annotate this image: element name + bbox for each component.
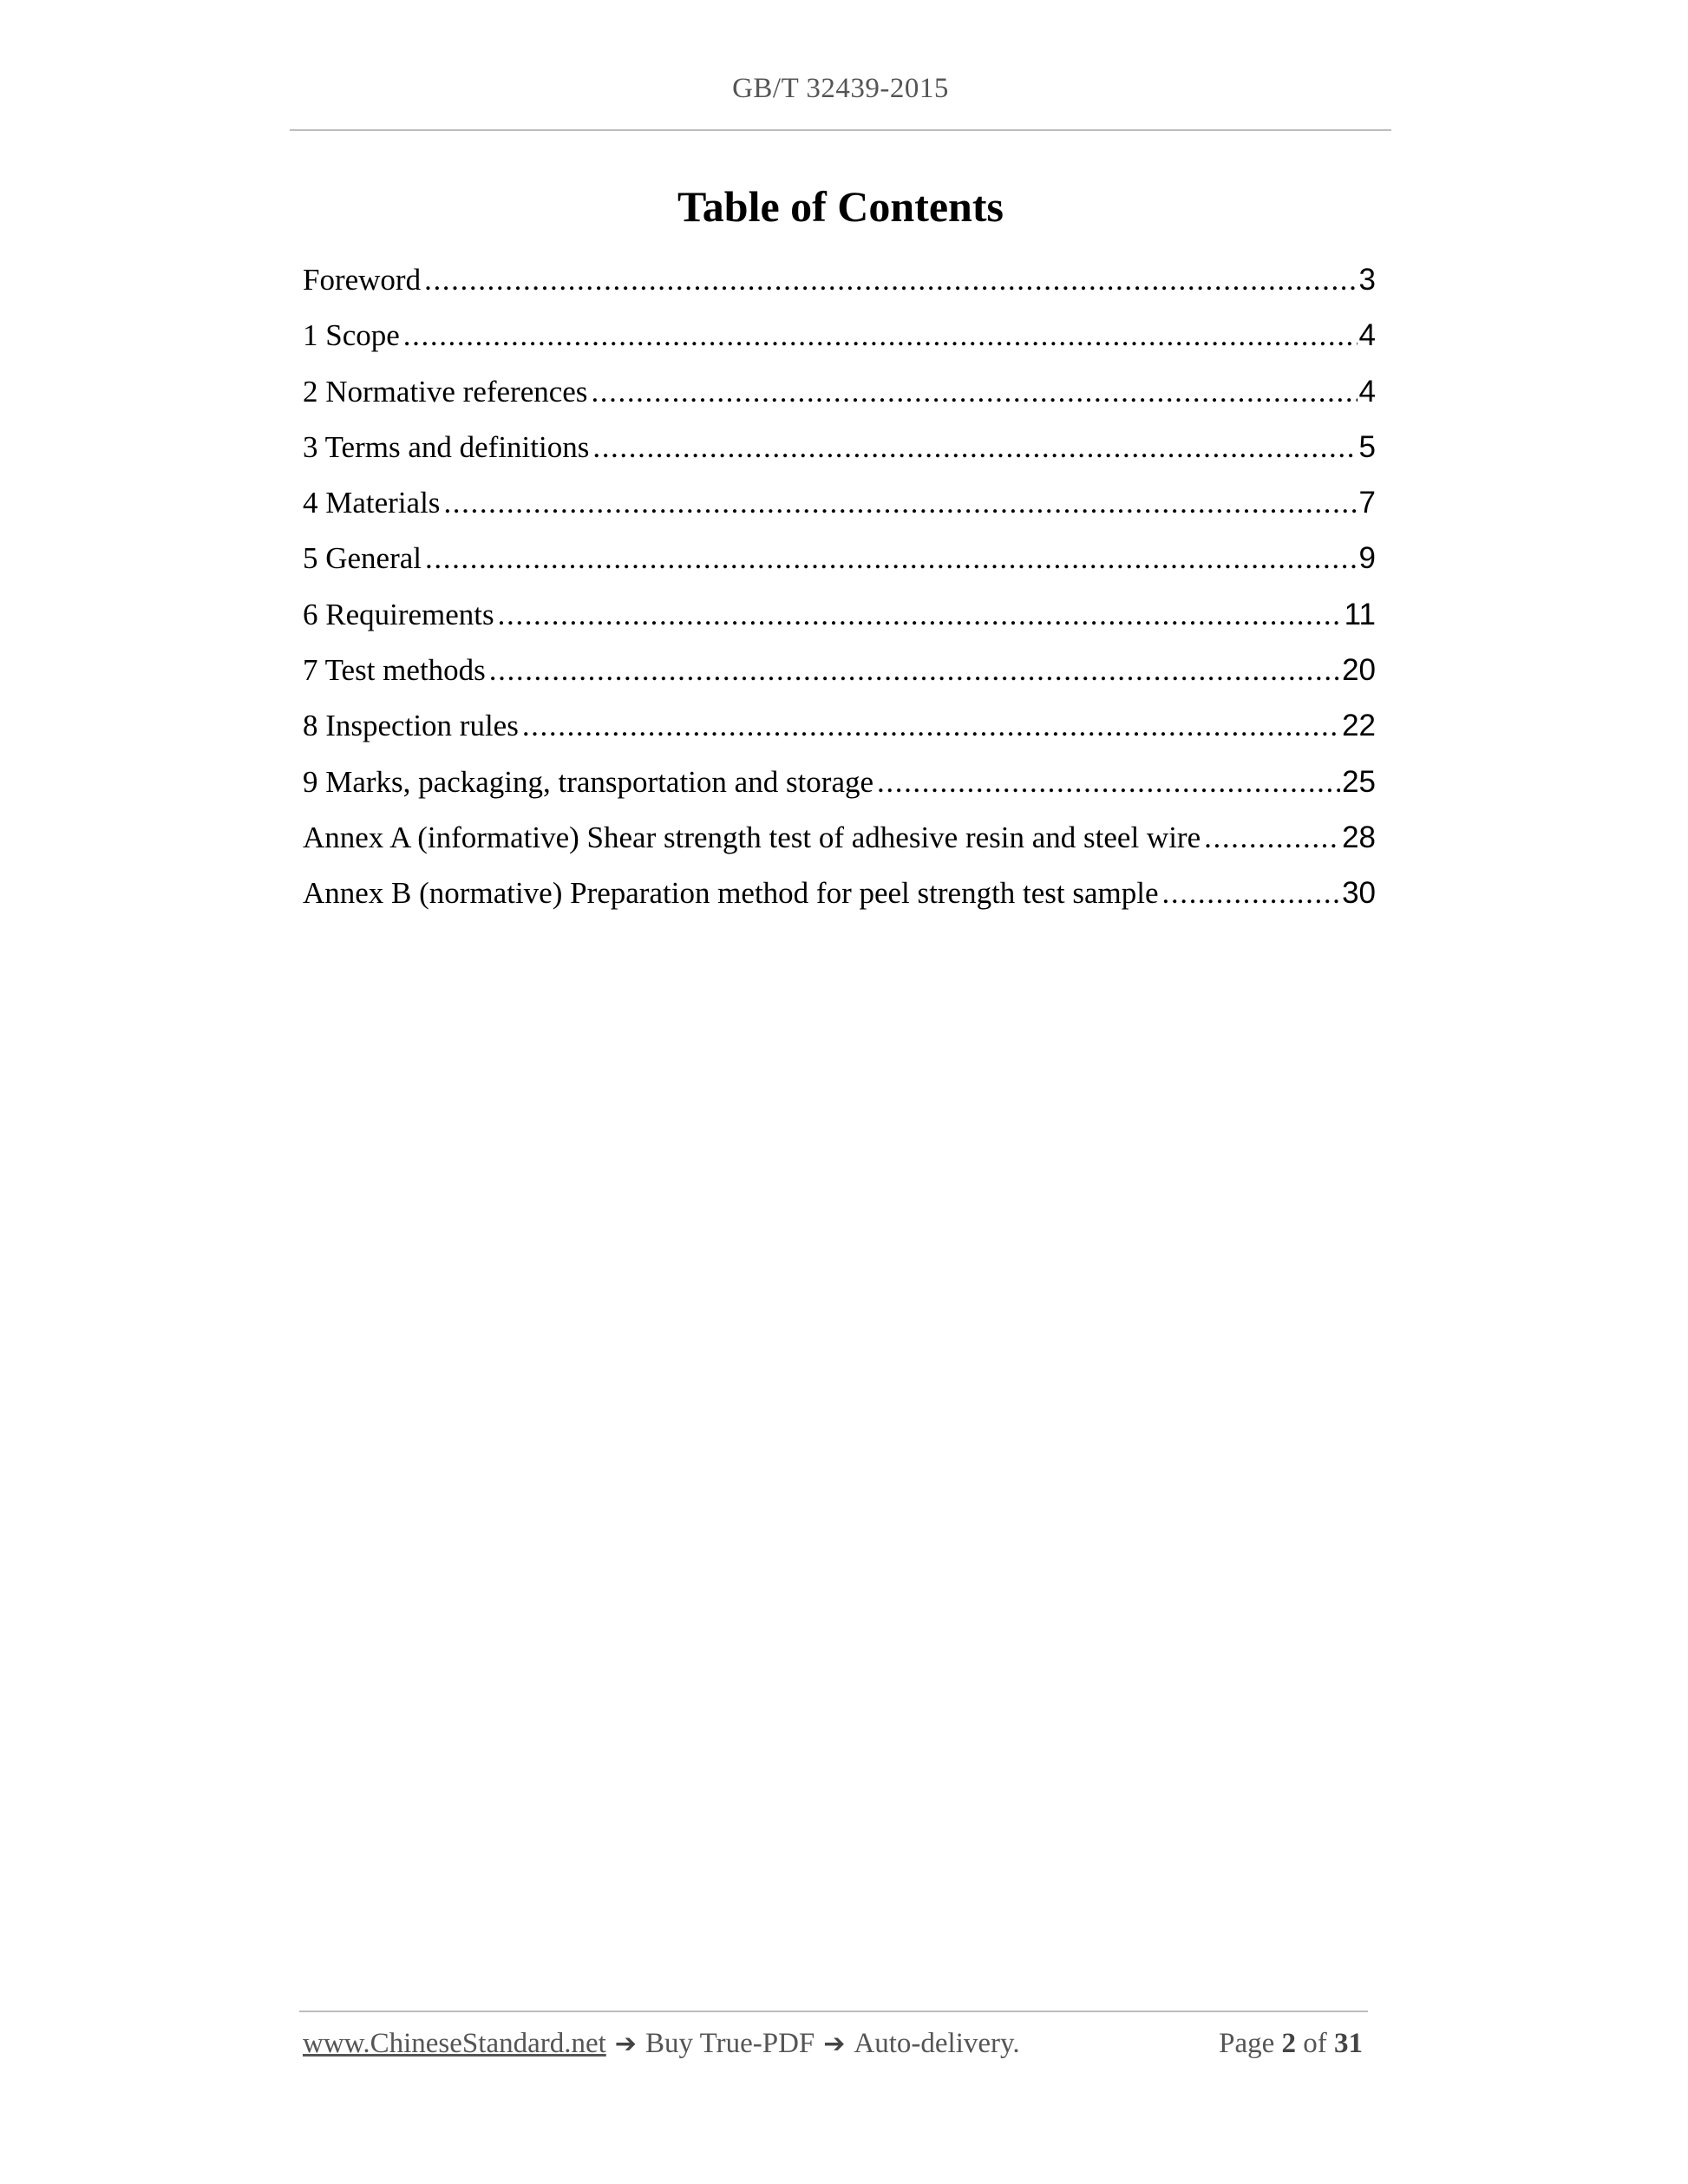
toc-entry-inspection-rules[interactable] xyxy=(303,704,1376,760)
toc-entry-foreword[interactable] xyxy=(303,258,1376,314)
toc-entry-label: 7 Test methods xyxy=(303,653,486,688)
toc-entry-normative-references[interactable] xyxy=(303,370,1376,426)
toc-entry-annex-b[interactable] xyxy=(303,872,1376,927)
toc-entry-label: Annex A (informative) Shear strength test of adhesive resin and steel wire xyxy=(303,820,1201,854)
toc-entry-marks-packaging[interactable] xyxy=(303,761,1376,816)
toc-entry-page: 11 xyxy=(1344,597,1376,631)
toc-entry-label: 5 General xyxy=(303,541,422,576)
toc-entry-label: 1 Scope xyxy=(303,318,400,353)
toc-entry-scope[interactable] xyxy=(303,314,1376,369)
toc-entry-page: 25 xyxy=(1342,764,1376,799)
footer-step-buy: Buy True-PDF xyxy=(644,2028,815,2059)
of-word: of xyxy=(1303,2028,1327,2059)
header-divider xyxy=(290,129,1391,131)
toc-entry-page: 22 xyxy=(1342,709,1376,743)
footer-step-delivery: Auto-delivery. xyxy=(854,2028,1020,2059)
toc-dot-leader xyxy=(498,593,1343,637)
toc-dot-leader xyxy=(1204,816,1340,860)
toc-entry-test-methods[interactable] xyxy=(303,649,1376,704)
toc-entry-label: 4 Materials xyxy=(303,486,441,520)
toc-entry-annex-a[interactable] xyxy=(303,816,1376,872)
page-word: Page xyxy=(1219,2028,1275,2059)
toc-entry-materials[interactable] xyxy=(303,481,1376,537)
toc-entry-label: 3 Terms and definitions xyxy=(303,429,590,464)
right-arrow-icon: ➔ xyxy=(823,2029,846,2059)
right-arrow-icon: ➔ xyxy=(614,2029,637,2059)
website-link[interactable]: www.ChineseStandard.net xyxy=(303,2028,606,2059)
toc-dot-leader xyxy=(1162,872,1341,915)
toc-dot-leader xyxy=(424,258,1357,302)
toc-dot-leader xyxy=(522,704,1340,748)
toc-dot-leader xyxy=(592,426,1357,469)
footer-divider xyxy=(299,2011,1368,2012)
toc-entry-requirements[interactable] xyxy=(303,593,1376,649)
toc-dot-leader xyxy=(403,314,1358,357)
toc-entry-label: Annex B (normative) Preparation method for peel strength test sample xyxy=(303,876,1159,911)
toc-entry-page: 4 xyxy=(1358,374,1376,409)
toc-entry-page: 5 xyxy=(1358,429,1376,464)
toc-entry-label: 2 Normative references xyxy=(303,374,588,409)
toc-dot-leader xyxy=(425,537,1358,580)
toc-dot-leader xyxy=(877,761,1340,804)
page-footer xyxy=(303,2028,1363,2060)
toc-entry-label: 8 Inspection rules xyxy=(303,709,519,743)
toc-dot-leader xyxy=(443,481,1357,525)
total-page-count: 31 xyxy=(1334,2028,1363,2059)
toc-entry-page: 3 xyxy=(1358,263,1376,297)
toc-entry-page: 30 xyxy=(1342,876,1376,911)
toc-entry-label: 6 Requirements xyxy=(303,597,494,631)
toc-dot-leader xyxy=(591,370,1357,414)
page-number xyxy=(1219,2028,1363,2060)
table-of-contents xyxy=(303,258,1376,928)
toc-title: Table of Contents xyxy=(677,182,1004,231)
page-header: GB/T 32439-2015 xyxy=(732,73,949,104)
current-page-number: 2 xyxy=(1281,2028,1296,2059)
toc-dot-leader xyxy=(489,649,1340,692)
toc-entry-page: 20 xyxy=(1342,653,1376,688)
toc-entry-terms-and-definitions[interactable] xyxy=(303,426,1376,481)
toc-entry-page: 7 xyxy=(1358,486,1376,520)
toc-entry-page: 9 xyxy=(1358,541,1376,576)
toc-entry-page: 28 xyxy=(1342,820,1376,854)
toc-entry-general[interactable] xyxy=(303,537,1376,592)
toc-entry-label: Foreword xyxy=(303,263,422,297)
toc-entry-label: 9 Marks, packaging, transportation and storage xyxy=(303,764,874,799)
footer-promo xyxy=(303,2028,1020,2060)
toc-entry-page: 4 xyxy=(1358,318,1376,353)
